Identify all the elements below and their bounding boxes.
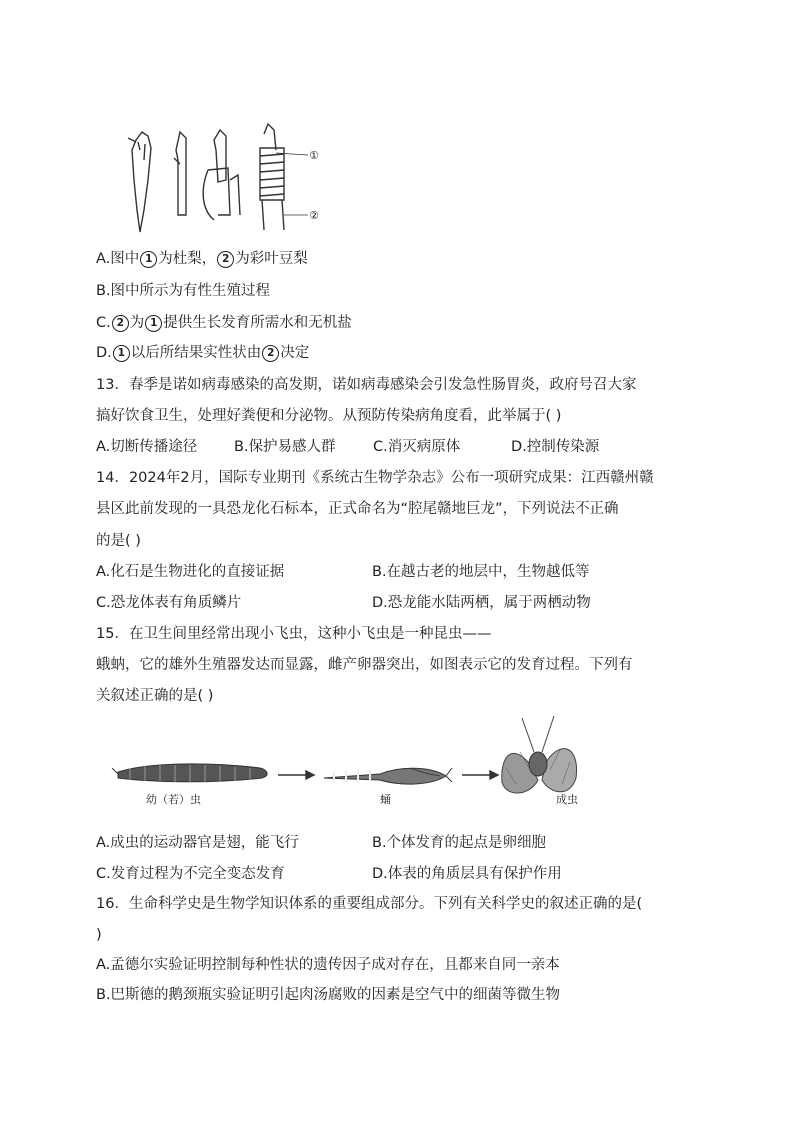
q13-stem-line-2: 搞好饮食卫生，处理好粪便和分泌物。从预防传染病角度看，此举属于( ) <box>96 408 562 424</box>
pupa-drawing <box>324 768 452 784</box>
q12-option-a: A.图中 1 为杜梨， 2 为彩叶豆梨 <box>96 251 308 267</box>
q12-option-b: B.图中所示为有性生殖过程 <box>96 283 271 299</box>
q14-option-c: C.恐龙体表有角质鳞片 <box>96 595 242 611</box>
q13-stem-line-1: 13．春季是诺如病毒感染的高发期，诺如病毒感染会引发急性肠胃炎，政府号召大家 <box>96 377 637 393</box>
q14-stem-line-1: 14．2024年2月，国际专业期刊《系统古生物学杂志》公布一项研究成果：江西赣州赣 <box>96 470 654 486</box>
q13-option-b: B.保护易感人群 <box>234 439 336 455</box>
q15-stem-line-2: 蛾蚋，它的雄外生殖器发达而显露，雌产卵器突出，如图表示它的发育过程。下列有 <box>96 657 633 673</box>
q15-stem-line-1: 15．在卫生间里经常出现小飞虫，这种小飞虫是一种昆虫—— <box>96 626 492 642</box>
q13-option-d: D.控制传染源 <box>511 439 600 455</box>
development-figure <box>110 712 590 812</box>
q13-option-a: A.切断传播途径 <box>96 439 198 455</box>
q16-stem-line-2: ) <box>96 927 102 943</box>
q12-option-d: D. 1 以后所结果实性状由 2 决定 <box>96 345 310 361</box>
q14-option-d: D.恐龙能水陆两栖，属于两栖动物 <box>372 595 591 611</box>
adult-label: 成虫 <box>556 793 578 806</box>
q14-option-b: B.在越古老的地层中，生物越低等 <box>372 564 590 580</box>
q14-stem-line-3: 的是( ) <box>96 533 141 549</box>
q14-stem-line-2: 县区此前发现的一具恐龙化石标本，正式命名为“腔尾赣地巨龙”，下列说法不正确 <box>96 501 619 517</box>
q13-option-c: C.消灭病原体 <box>373 439 461 455</box>
q16-option-a: A.孟德尔实验证明控制每种性状的遗传因子成对存在，且都来自同一亲本 <box>96 957 560 973</box>
q12-option-c: C. 2 为 1 提供生长发育所需水和无机盐 <box>96 315 352 331</box>
marker-1: ① <box>309 149 319 162</box>
q15-option-c: C.发育过程为不完全变态发育 <box>96 866 285 882</box>
marker-2: ② <box>309 209 319 222</box>
q15-option-d: D.体表的角质层具有保护作用 <box>372 866 562 882</box>
q15-option-a: A.成虫的运动器官是翅，能飞行 <box>96 835 299 851</box>
q15-option-b: B.个体发育的起点是卵细胞 <box>372 835 547 851</box>
pupa-label: 蛹 <box>380 793 391 806</box>
larva-drawing <box>112 764 267 782</box>
q16-option-b: B.巴斯德的鹅颈瓶实验证明引起肉汤腐败的因素是空气中的细菌等微生物 <box>96 987 561 1003</box>
q15-stem-line-3: 关叙述正确的是( ) <box>96 688 214 704</box>
q14-option-a: A.化石是生物进化的直接证据 <box>96 564 285 580</box>
grafting-figure <box>118 120 328 235</box>
q16-stem-line-1: 16．生命科学史是生物学知识体系的重要组成部分。下列有关科学史的叙述正确的是( <box>96 896 643 912</box>
adult-drawing <box>502 716 577 793</box>
larva-label: 幼（若）虫 <box>146 793 201 806</box>
